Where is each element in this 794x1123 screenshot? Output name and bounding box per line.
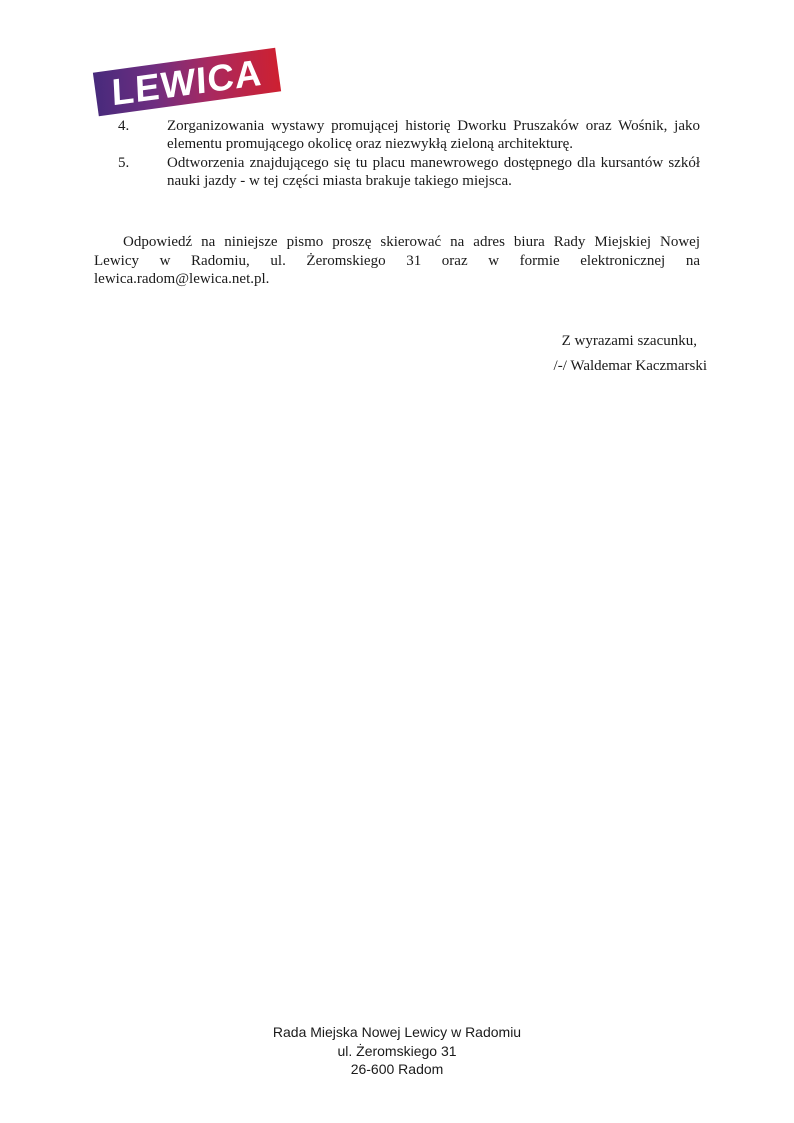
- list-item-line: Odtworzenia znajdującego się tu placu manewrowego dostępnego dla kursantów szkół: [167, 154, 700, 171]
- list-item-line: Zorganizowania wystawy promującej historię Dworku Pruszaków oraz Wośnik, jako: [167, 118, 700, 134]
- numbered-list: [94, 117, 700, 190]
- list-item-number: 5.: [118, 154, 130, 171]
- lewica-logo-text: LEWICA: [110, 51, 264, 113]
- closing-salutation: Z wyrazami szacunku,: [561, 333, 697, 349]
- footer-address: [0, 1023, 794, 1079]
- list-item-number: 4.: [118, 118, 130, 134]
- list-item-text: [167, 117, 700, 154]
- list-item: [94, 117, 700, 154]
- closing-signature: /-/ Waldemar Kaczmarski: [553, 358, 707, 374]
- list-item-text: [167, 154, 700, 191]
- body-paragraph: [94, 233, 700, 289]
- footer-line-city: 26-600 Radom: [350, 1061, 444, 1078]
- paragraph-line: Lewicy w Radomiu, ul. Żeromskiego 31 oraz w formie elektronicznej na: [94, 252, 700, 269]
- list-item-line: nauki jazdy - w tej części miasta brakuje takiego miejsca.: [167, 172, 512, 189]
- paragraph-line-email: lewica.radom@lewica.net.pl.: [94, 271, 270, 288]
- paragraph-line: Odpowiedź na niniejsze pismo proszę skierować na adres biura Rady Miejskiej Nowej: [123, 234, 700, 250]
- footer-line-street: ul. Żeromskiego 31: [337, 1042, 457, 1059]
- footer-line-organization: Rada Miejska Nowej Lewicy w Radomiu: [272, 1024, 522, 1040]
- lewica-logo-banner: [93, 48, 281, 117]
- list-item: [94, 154, 700, 191]
- list-item-line: elementu promującego okolicę oraz niezwykłą zieloną architekturę.: [167, 136, 574, 153]
